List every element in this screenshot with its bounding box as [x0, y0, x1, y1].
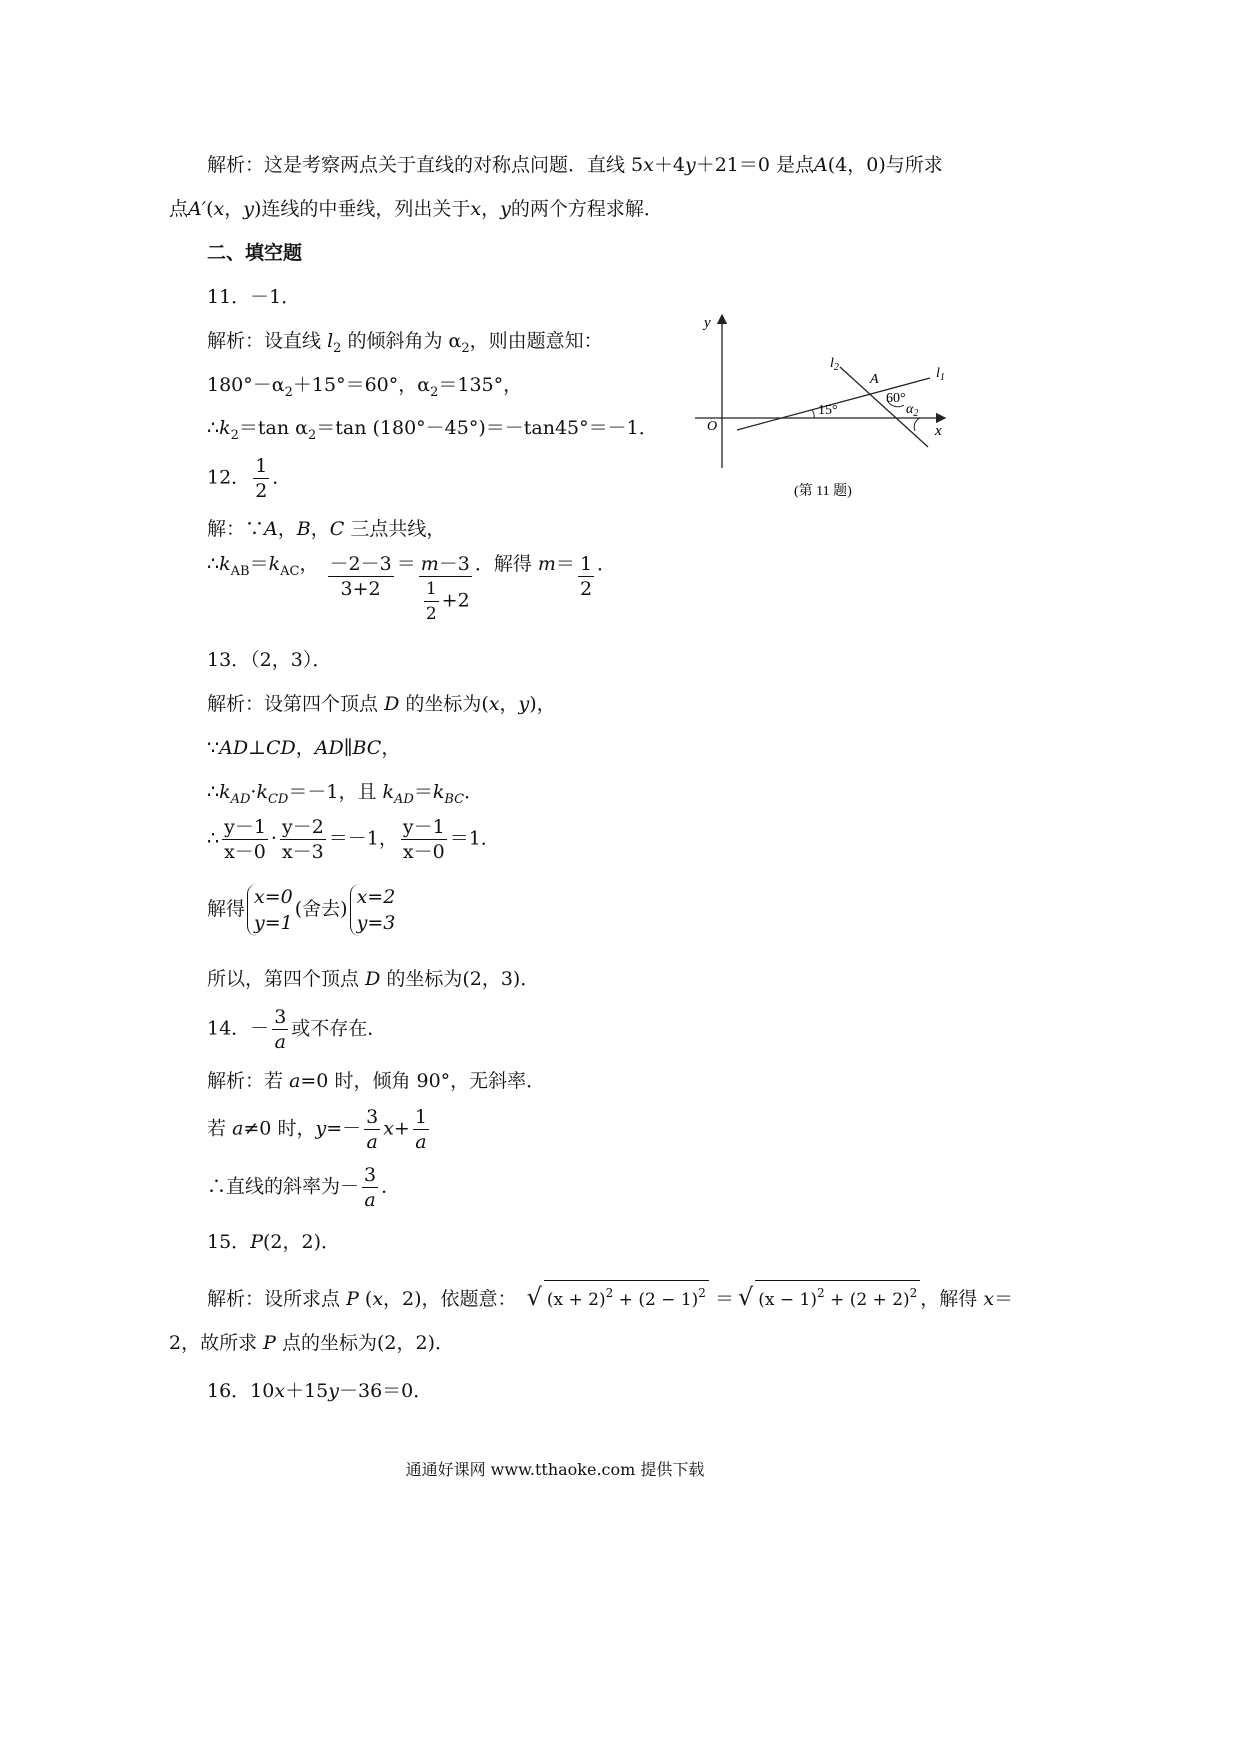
q13-analysis-line-2: ∵AD⊥CD，AD∥BC，	[207, 737, 401, 759]
q11-answer: 11．－1．	[207, 286, 301, 308]
q11-figure	[690, 305, 960, 510]
line-l2	[840, 367, 928, 447]
q13-analysis-line-5: 解得 x=0 y=1 (舍去) x=2 y=3	[207, 886, 396, 934]
y-axis-label: y	[704, 315, 711, 331]
q12-solution-line-2: $\therefore k_{AB}=k_{AC}$， $\frac{-2-3}{3+2}$ ＝ m－3 $\frac{1}{2}$ +2 ．解得 m＝ $\frac{1}{2}$ ．	[207, 553, 617, 624]
q11-analysis-line-1: 解析：设直线 $l_2$ 的倾斜角为 $\alpha_2$，则由题意知：	[207, 330, 603, 356]
q13-analysis-line-1: 解析：设第四个顶点 D 的坐标为(x，y)，	[207, 693, 556, 715]
q14-analysis-line-1: 解析：若 a=0 时，倾角 90°，无斜率．	[207, 1070, 546, 1092]
angle-60-label: 60°	[886, 391, 906, 406]
q13-analysis-line-3: $\therefore k_{AD}\cdot k_{CD}=-1$，且 $k_{AD}=k_{BC}$．	[207, 781, 484, 807]
q14-answer: 14．－ $\frac{3}{a}$ 或不存在．	[207, 1006, 387, 1053]
q12-solution-line-1: 解：∵A，B，C 三点共线，	[207, 518, 446, 540]
q13-answer: 13．（2，3）．	[207, 649, 332, 671]
l2-label: $l_2$	[830, 356, 839, 373]
point-a-label: A	[870, 372, 879, 387]
q14-analysis-line-3: ∴直线的斜率为－ $\frac{3}{a}$ ．	[207, 1164, 401, 1211]
analysis-10-line-2: 点A′(x，y)连线的中垂线，列出关于x，y的两个方程求解．	[169, 198, 663, 220]
alpha2-label: $\alpha_2$	[906, 402, 919, 419]
sqrt-sign-left: √	[526, 1283, 542, 1311]
q11-analysis-line-3: $\therefore k_2=\tan$ $\alpha_2=\tan$ (180°－45°)＝－tan45°＝－1．	[207, 417, 658, 443]
l1-label: $l_1$	[936, 366, 945, 383]
q13-analysis-line-4: ∴ $\frac{y-1}{x-0}$ · $\frac{y-2}{x-3}$ ＝－1， $\frac{y-1}{x-0}$ ＝1．	[207, 816, 500, 863]
angle-alpha-arc	[914, 418, 920, 431]
q15-analysis-line-2: 2，故所求 P 点的坐标为(2，2)．	[169, 1332, 454, 1354]
q13-conclusion: 所以，第四个顶点 D 的坐标为(2，3)．	[207, 968, 540, 990]
q15-answer: 15．P(2，2)．	[207, 1231, 340, 1253]
q15-analysis-line-1: 解析：设所求点 P (x，2)，依题意： √ $(x + 2)^2 + (2 - 1)^2$ ＝ √ $(x - 1)^2 + (2 + 2)^2$ ，解得 x＝	[207, 1280, 1013, 1312]
figure-caption: (第 11 题)	[794, 484, 852, 499]
footer-credit: 通通好课网 www.tthaoke.com 提供下载	[405, 1460, 705, 1479]
x-axis-label: x	[935, 423, 942, 439]
q16-answer: 16．10x＋15y－36＝0．	[207, 1380, 433, 1402]
section-title: 二、填空题	[207, 242, 303, 264]
angle-15-label: 15°	[818, 403, 838, 418]
origin-label: O	[707, 419, 718, 434]
q12-answer: 12． $\frac{1}{2}$ ．	[207, 455, 292, 502]
sqrt-sign-right: √	[737, 1283, 754, 1311]
q14-analysis-line-2: 若 a≠0 时，y=－ $\frac{3}{a}$ x+ $\frac{1}{a}$	[207, 1106, 427, 1153]
analysis-10-line-1: 解析：这是考察两点关于直线的对称点问题．直线 5x＋4y＋21＝0 是点A(4，0)与所求	[207, 154, 943, 176]
angle-15-arc	[812, 410, 814, 418]
q11-analysis-line-2: $180^\circ-\alpha_2+15^\circ=60^\circ$，$\alpha_2=135^\circ$，	[207, 374, 523, 400]
